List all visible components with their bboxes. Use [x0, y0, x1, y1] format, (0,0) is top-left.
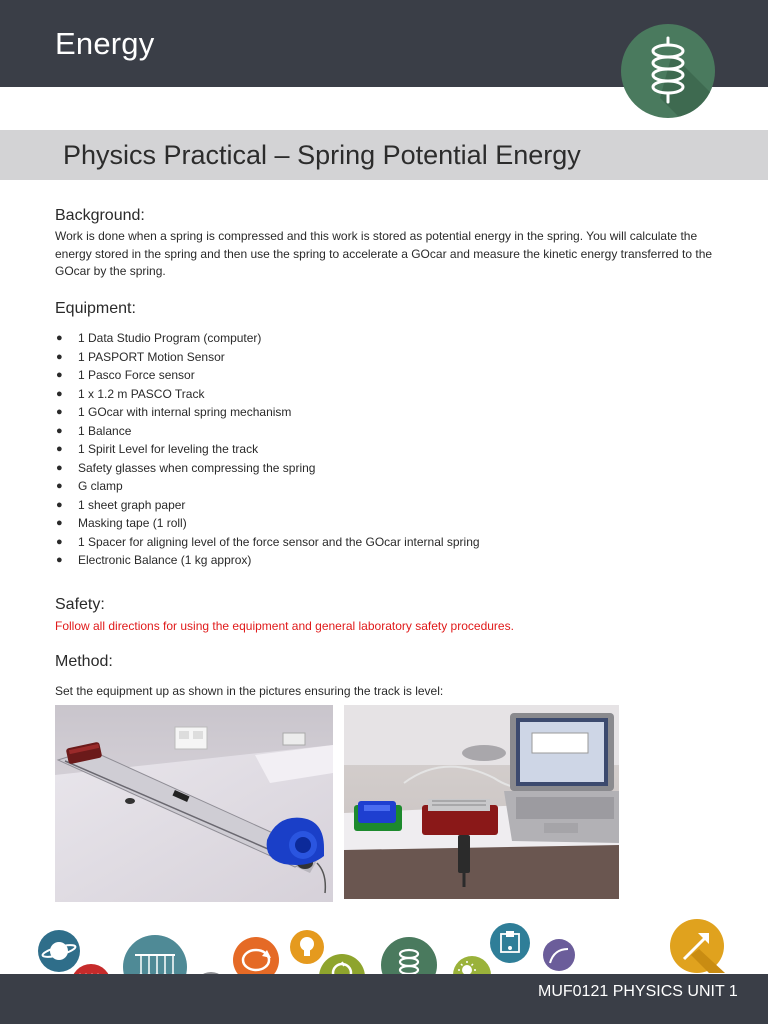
bullet-icon: ● [56, 517, 63, 529]
spring-coil-icon [620, 24, 718, 118]
bullet-icon: ● [56, 498, 63, 511]
arrow-up-right-icon [669, 919, 725, 973]
bullet-icon: ● [56, 369, 63, 381]
bullet-icon: ● [56, 387, 63, 400]
bullet-icon: ● [56, 535, 63, 548]
list-item: ● 1 x 1.2 m PASCO Track [55, 385, 480, 404]
list-item: ● Masking tape (1 roll) [55, 514, 480, 533]
bullet-icon: ● [56, 332, 63, 344]
bullet-icon: ● [56, 461, 63, 474]
section-banner [0, 130, 768, 180]
bullet-icon: ● [56, 443, 63, 455]
laptop-setup-photo [344, 705, 619, 899]
track-setup-photo [55, 705, 333, 902]
bullet-icon: ● [56, 424, 63, 437]
safety-heading: Safety: [55, 596, 105, 613]
list-item: ● 1 Pasco Force sensor [55, 366, 480, 385]
bullet-icon: ● [56, 480, 63, 492]
list-item: ● G clamp [55, 477, 480, 496]
list-item: ● Electronic Balance (1 kg approx) [55, 551, 480, 570]
list-item: ● 1 PASPORT Motion Sensor [55, 348, 480, 367]
list-item: ● 1 Spacer for aligning level of the force sensor and the GOcar internal spring [55, 533, 480, 552]
list-item: ● 1 Data Studio Program (computer) [55, 329, 480, 348]
background-heading: Background: [55, 207, 145, 224]
safety-text: Follow all directions for using the equipment and general laboratory safety procedures. [55, 619, 514, 633]
bullet-icon: ● [56, 406, 63, 418]
list-item: ● 1 sheet graph paper [55, 496, 480, 515]
page-title: Energy [55, 26, 155, 61]
practical-title: Physics Practical – Spring Potential Energy [63, 140, 581, 170]
method-text: Set the equipment up as shown in the pictures ensuring the track is level: [55, 684, 444, 698]
equipment-list [55, 329, 480, 570]
bullet-icon: ● [56, 350, 63, 363]
curve-icon [542, 939, 576, 971]
method-heading: Method: [55, 653, 113, 670]
equipment-heading: Equipment: [55, 300, 136, 317]
list-item: ● 1 Balance [55, 422, 480, 441]
unit-label: MUF0121 PHYSICS UNIT 1 [538, 983, 738, 1000]
list-item: ● Safety glasses when compressing the spring [55, 459, 480, 478]
background-text: Work is done when a spring is compressed and this work is stored as potential energy in the spring. You will calculate the energy stored in the spring and then use the spring to accelerate a GOcar and measure the kinetic energy transferred to the GOcar by the spring. [55, 229, 713, 278]
list-item: ● 1 Spirit Level for leveling the track [55, 440, 480, 459]
circuit-icon [489, 923, 531, 963]
bullet-icon: ● [56, 554, 63, 566]
list-item: ● 1 GOcar with internal spring mechanism [55, 403, 480, 422]
